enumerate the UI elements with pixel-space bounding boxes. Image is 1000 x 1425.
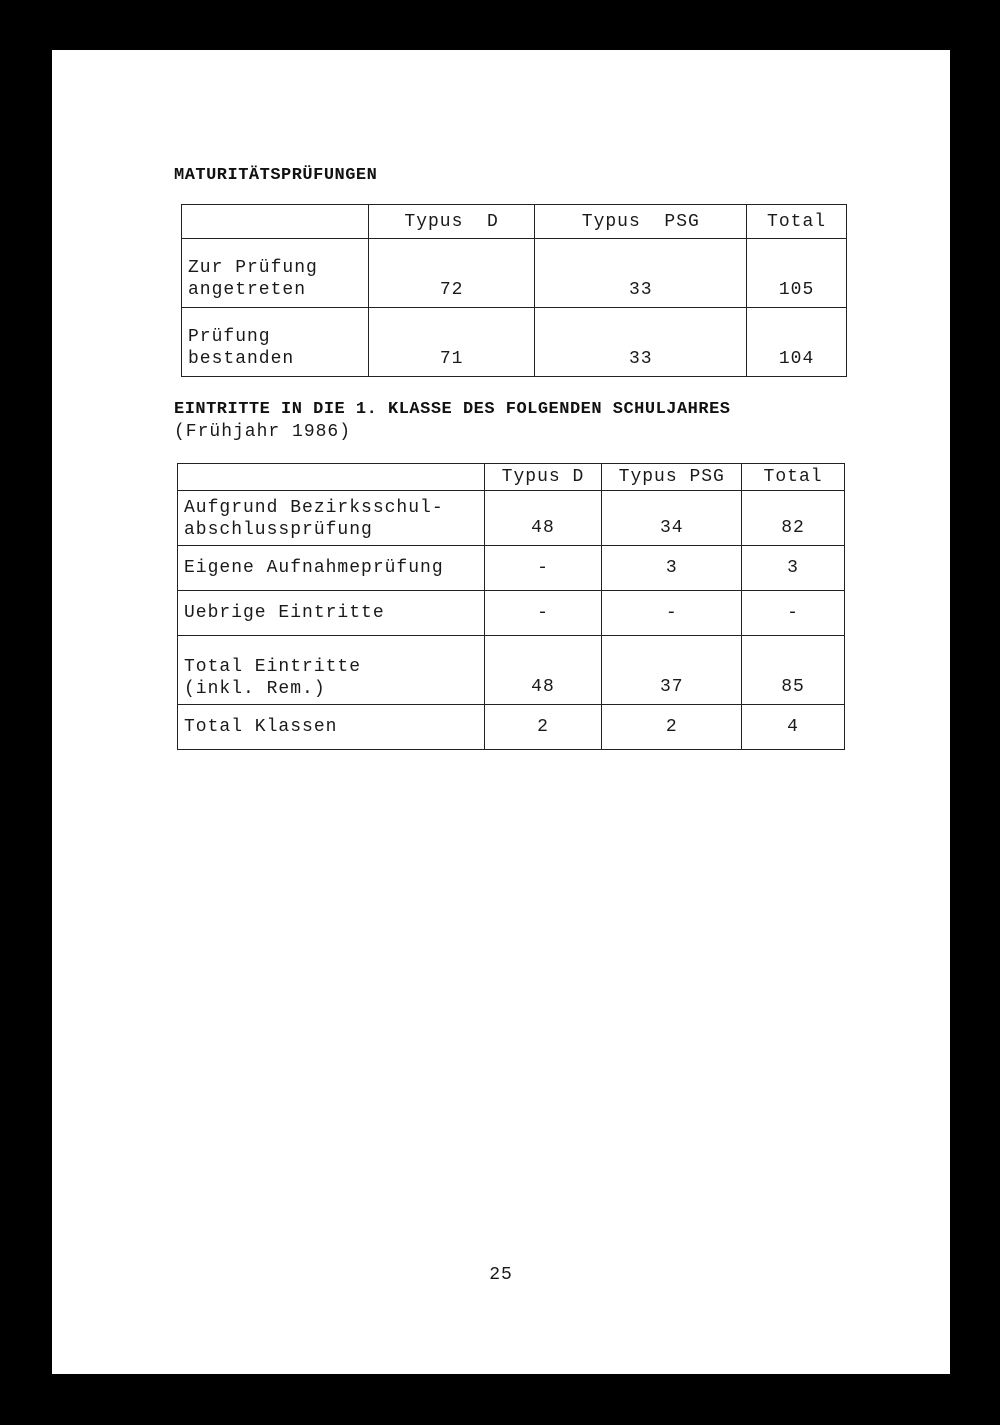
- row-label: Total Klassen: [178, 705, 485, 750]
- header-empty-cell: [182, 205, 369, 239]
- table-header-row: [178, 464, 845, 491]
- row-label-line1: Total Eintritte: [184, 657, 362, 677]
- header-typus-psg: Typus PSG: [602, 464, 742, 491]
- header-empty-cell: [178, 464, 485, 491]
- row-label-line2: abschlussprüfung: [184, 520, 373, 540]
- maturity-exam-table: [181, 204, 847, 377]
- cell-total: 82: [742, 491, 845, 546]
- cell-typus-psg: 37: [602, 636, 742, 705]
- cell-typus-psg: 34: [602, 491, 742, 546]
- cell-typus-d: 71: [368, 308, 535, 377]
- row-label-line1: Zur Prüfung: [188, 258, 318, 278]
- header-total: Total: [742, 464, 845, 491]
- section2-subtitle: (Frühjahr 1986): [174, 422, 352, 442]
- row-label-line1: Aufgrund Bezirksschul-: [184, 498, 444, 518]
- table-row: [182, 239, 847, 308]
- row-label-line2: (inkl. Rem.): [184, 679, 326, 699]
- section2-title: EINTRITTE IN DIE 1. KLASSE DES FOLGENDEN SCHULJAHRES: [174, 400, 731, 419]
- cell-typus-psg: 33: [535, 308, 747, 377]
- row-label: [178, 491, 485, 546]
- cell-typus-d: 72: [368, 239, 535, 308]
- row-label-line2: angetreten: [188, 280, 307, 300]
- row-label: Eigene Aufnahmeprüfung: [178, 546, 485, 591]
- header-typus-d: Typus D: [484, 464, 602, 491]
- table-row: [178, 546, 845, 591]
- cell-typus-d: -: [484, 591, 602, 636]
- row-label-line1: Prüfung: [188, 327, 271, 347]
- table-row: [178, 591, 845, 636]
- cell-typus-psg: -: [602, 591, 742, 636]
- row-label: [182, 308, 369, 377]
- cell-typus-d: -: [484, 546, 602, 591]
- header-typus-psg: Typus PSG: [535, 205, 747, 239]
- cell-typus-d: 48: [484, 491, 602, 546]
- table-row: [178, 636, 845, 705]
- entries-table: [177, 463, 845, 750]
- cell-typus-psg: 33: [535, 239, 747, 308]
- document-page: [52, 50, 950, 1374]
- table-row: [178, 705, 845, 750]
- cell-typus-d: 2: [484, 705, 602, 750]
- table-row: [182, 308, 847, 377]
- header-total: Total: [747, 205, 847, 239]
- section1-title: MATURITÄTSPRÜFUNGEN: [174, 166, 378, 185]
- cell-total: 3: [742, 546, 845, 591]
- cell-total: 105: [747, 239, 847, 308]
- row-label: [178, 636, 485, 705]
- row-label-line2: bestanden: [188, 349, 295, 369]
- cell-typus-psg: 2: [602, 705, 742, 750]
- cell-typus-d: 48: [484, 636, 602, 705]
- row-label: [182, 239, 369, 308]
- table-row: [178, 491, 845, 546]
- cell-total: 104: [747, 308, 847, 377]
- header-typus-d: Typus D: [368, 205, 535, 239]
- cell-typus-psg: 3: [602, 546, 742, 591]
- row-label: Uebrige Eintritte: [178, 591, 485, 636]
- cell-total: 4: [742, 705, 845, 750]
- cell-total: 85: [742, 636, 845, 705]
- page-number: 25: [489, 1265, 513, 1285]
- table-header-row: [182, 205, 847, 239]
- cell-total: -: [742, 591, 845, 636]
